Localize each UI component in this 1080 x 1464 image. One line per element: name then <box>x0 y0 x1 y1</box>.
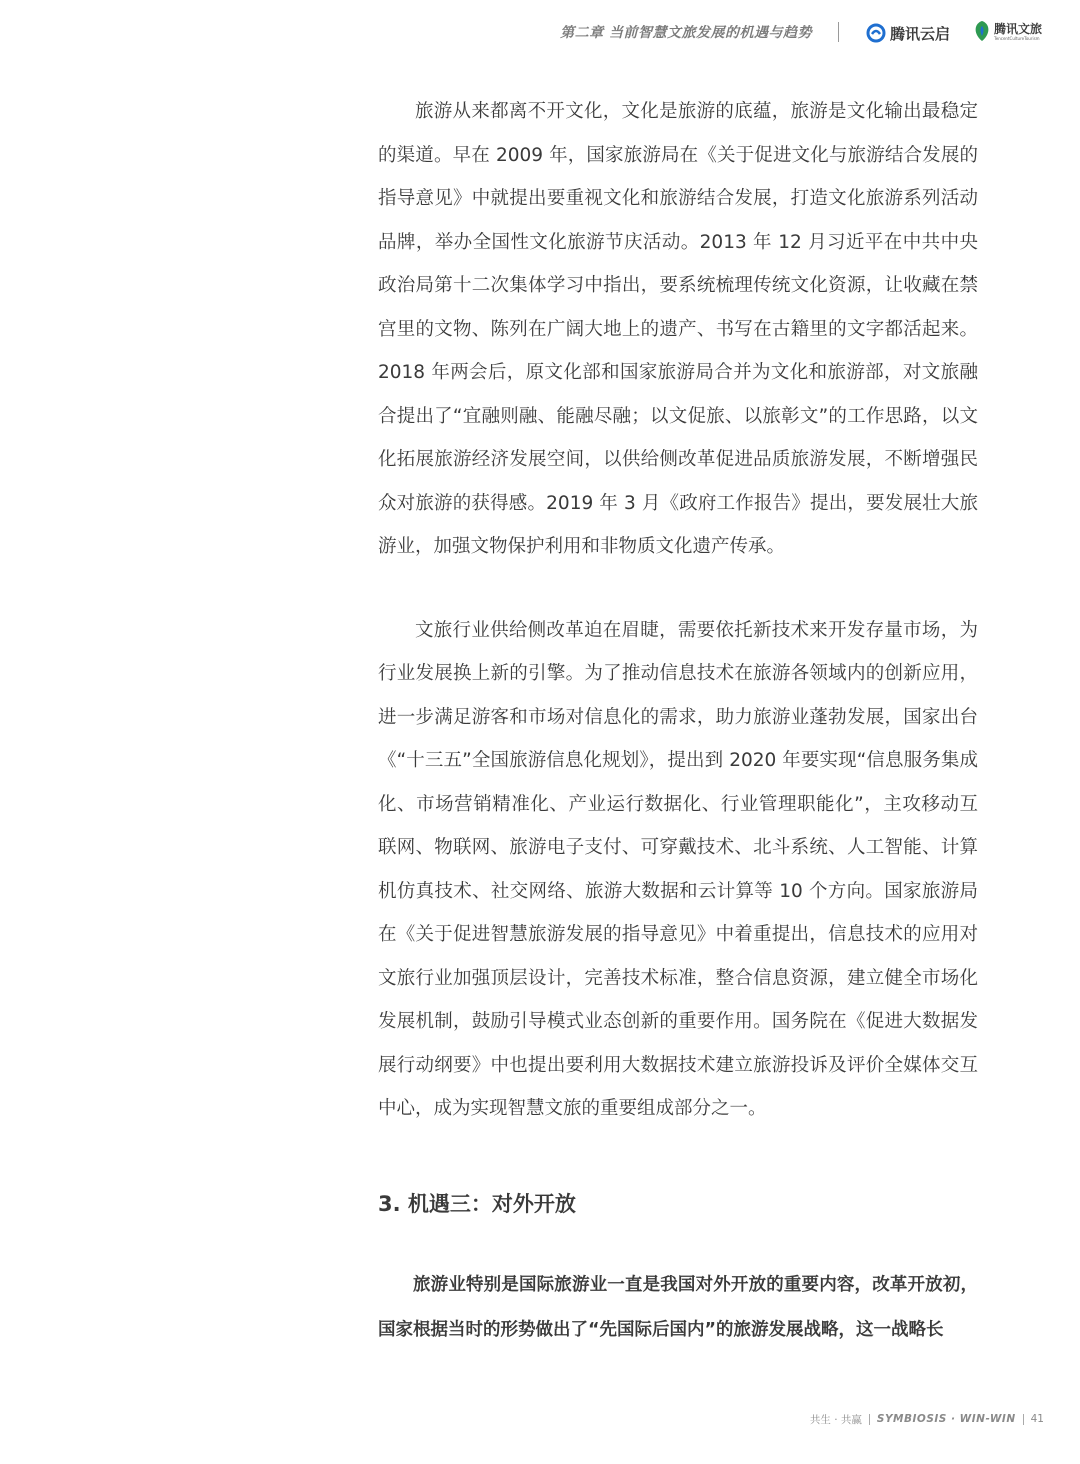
page-header <box>0 20 1080 48</box>
page-footer <box>810 1410 1044 1428</box>
paragraph-culture-tourism: 旅游从来都离不开文化，文化是旅游的底蕴，旅游是文化输出最稳定的渠道。早在 2009 年，国家旅游局在《关于促进文化与旅游结合发展的指导意见》中就提出要重视文化和旅游结合发展，打造文化旅游系列活动品牌，举办全国性文化旅游节庆活动。2013 年 12 月习近平在中共中央政治局第十二次集体学习中指出，要系统梳理传统文化资源，让收藏在禁宫里的文物、陈列在广阔大地上的遗产、书写在古籍里的文字都活起来。2018 年两会后，原文化部和国家旅游局合并为文化和旅游部，对文旅融合提出了“宜融则融、能融尽融；以文促旅、以旅彰文”的工作思路，以文化拓展旅游经济发展空间，以供给侧改革促进品质旅游发展，不断增强民众对旅游的获得感。2019 年 3 月《政府工作报告》提出，要发展壮大旅游业，加强文物保护利用和非物质文化遗产传承。 <box>378 101 978 557</box>
tencent-culture-logo-subtext: TencentCultureTourism <box>994 36 1040 41</box>
footer-divider <box>869 1414 870 1425</box>
chapter-title: 第二章 当前智慧文旅发展的机遇与趋势 <box>560 25 812 41</box>
page-number: 41 <box>1030 1413 1044 1425</box>
header-divider <box>838 22 839 42</box>
tencent-cloud-icon <box>866 23 886 43</box>
tencent-culture-icon <box>973 20 991 42</box>
tencent-culture-logo-text: 腾讯文旅 <box>994 22 1043 36</box>
footer-divider <box>1023 1414 1024 1425</box>
tencent-cloud-logo <box>866 20 950 46</box>
tencent-cloud-logo-text: 腾讯云启 <box>890 24 951 43</box>
paragraph-supply-side-reform: 文旅行业供给侧改革迫在眉睫，需要依托新技术来开发存量市场，为行业发展换上新的引擎。为了推动信息技术在旅游各领域内的创新应用，进一步满足游客和市场对信息化的需求，助力旅游业蓬勃发展，国家出台《“十三五”全国旅游信息化规划》，提出到 2020 年要实现“信息服务集成化、市场营销精准化、产业运行数据化、行业管理职能化”，主攻移动互联网、物联网、旅游电子支付、可穿戴技术、北斗系统、人工智能、计算机仿真技术、社交网络、旅游大数据和云计算等 10 个方向。国家旅游局在《关于促进智慧旅游发展的指导意见》中着重提出，信息技术的应用对文旅行业加强顶层设计，完善技术标准，整合信息资源，建立健全市场化发展机制，鼓励引导模式业态创新的重要作用。国务院在《促进大数据发展行动纲要》中也提出要利用大数据技术建立旅游投诉及评价全媒体交互中心，成为实现智慧文旅的重要组成部分之一。 <box>378 619 978 1119</box>
section-heading-opportunity-3: 3. 机遇三：对外开放 <box>378 1191 576 1216</box>
footer-slogan-cn: 共生 · 共赢 <box>809 1413 862 1426</box>
footer-slogan-en: SYMBIOSIS · WIN-WIN <box>876 1413 1016 1425</box>
article-body <box>378 90 978 1353</box>
paragraph-opening-up: 旅游业特别是国际旅游业一直是我国对外开放的重要内容，改革开放初，国家根据当时的形势做出了“先国际后国内”的旅游发展战略，这一战略长 <box>378 1274 978 1340</box>
tencent-culture-logo <box>973 20 1042 46</box>
